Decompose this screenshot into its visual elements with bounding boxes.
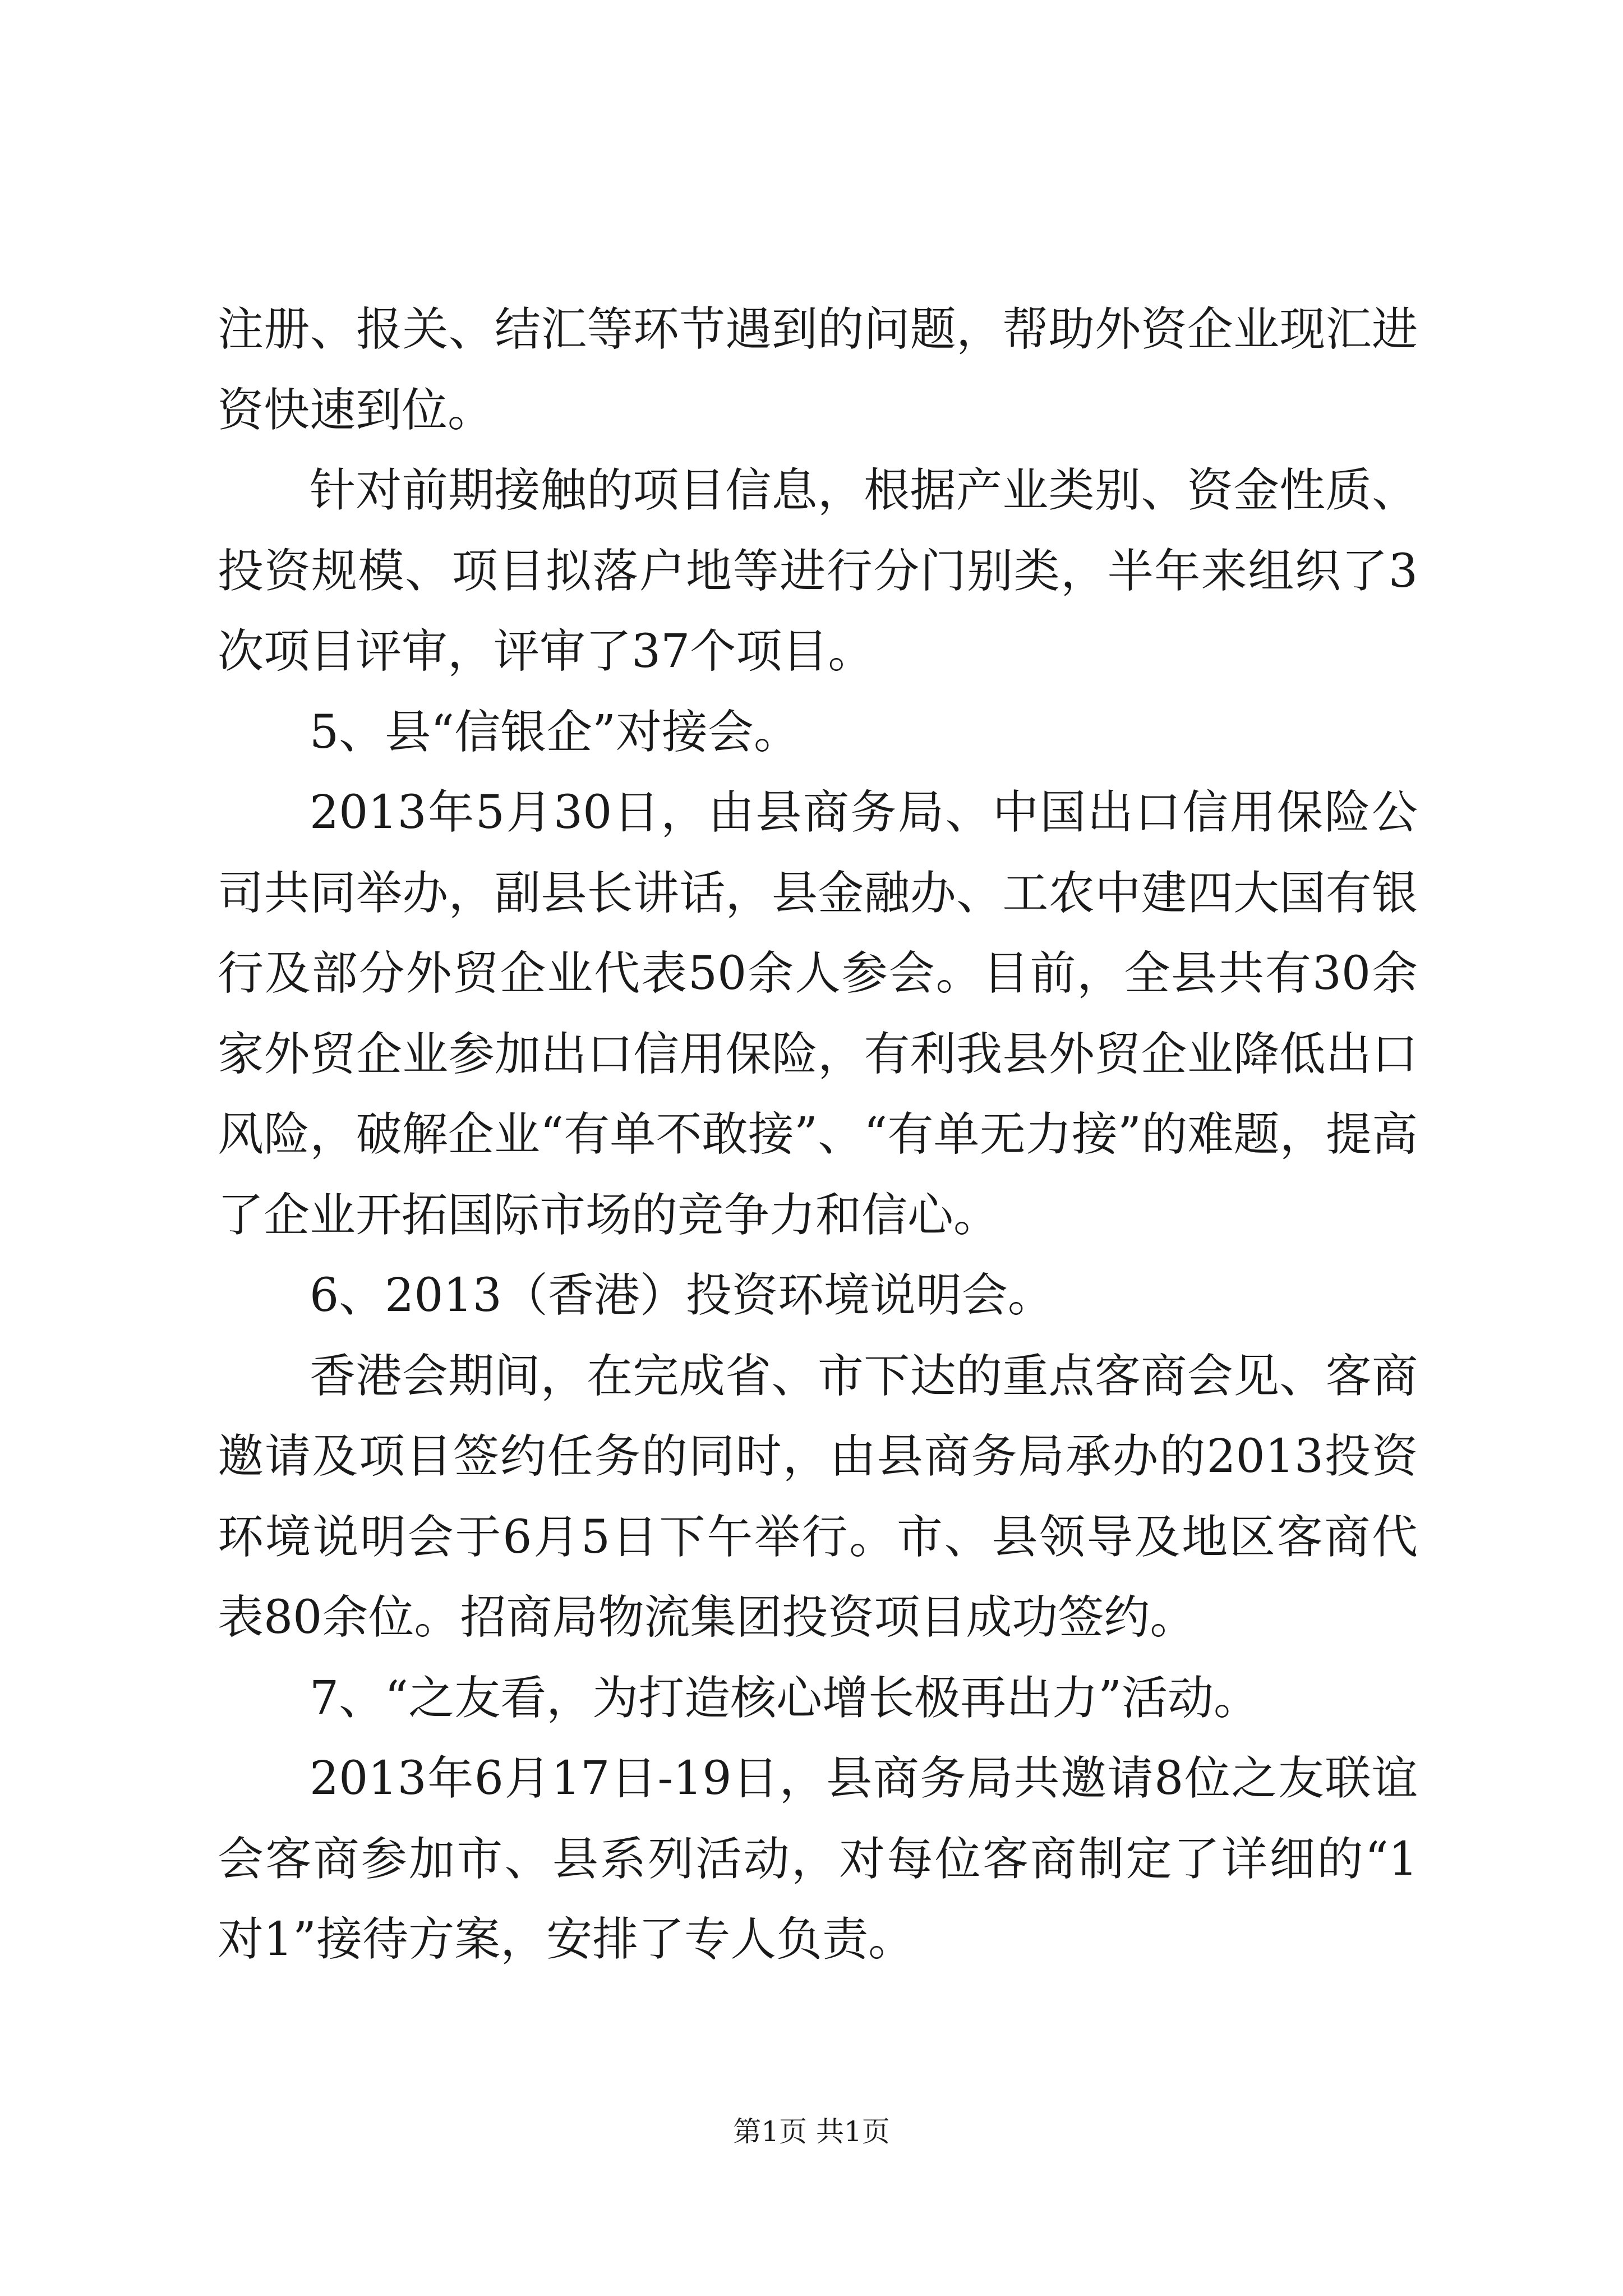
heading-item-6: 6、2013（香港）投资环境说明会。 bbox=[310, 1269, 1054, 1322]
paragraph-item-7: 2013年6月17日-19日，县商务局共邀请8位之友联谊会客商参加市、县系列活动，对每位客商制定了详细的“1对1”接待方案，安排了专人负责。 bbox=[218, 1752, 1418, 1966]
paragraph-continuation: 注册、报关、结汇等环节遇到的问题，帮助外资企业现汇进资快速到位。 bbox=[218, 303, 1418, 437]
page-footer: 第1页 共1页 bbox=[733, 2115, 890, 2148]
paragraph-item-5: 2013年5月30日，由县商务局、中国出口信用保险公司共同举办，副县长讲话，县金融办、工农中建四大国有银行及部分外贸企业代表50余人参会。目前，全县共有30余家外贸企业参加出口信用保险，有利我县外贸企业降低出口风险，破解企业“有单不敢接”、“有单无力接”的难题，提高了企业开拓国际市场的竞争力和信心。 bbox=[218, 786, 1418, 1242]
document-body bbox=[218, 289, 1418, 1980]
heading-item-5: 5、县“信银企”对接会。 bbox=[310, 705, 800, 759]
paragraph-item-6: 香港会期间，在完成省、市下达的重点客商会见、客商邀请及项目签约任务的同时，由县商务局承办的2013投资环境说明会于6月5日下午举行。市、县领导及地区客商代表80余位。招商局物流集团投资项目成功签约。 bbox=[218, 1349, 1418, 1644]
paragraph-project-review: 针对前期接触的项目信息，根据产业类别、资金性质、投资规模、项目拟落户地等进行分门别类，半年来组织了3次项目评审，评审了37个项目。 bbox=[218, 464, 1418, 678]
heading-item-7: 7、“之友看，为打造核心增长极再出力”活动。 bbox=[310, 1671, 1260, 1725]
